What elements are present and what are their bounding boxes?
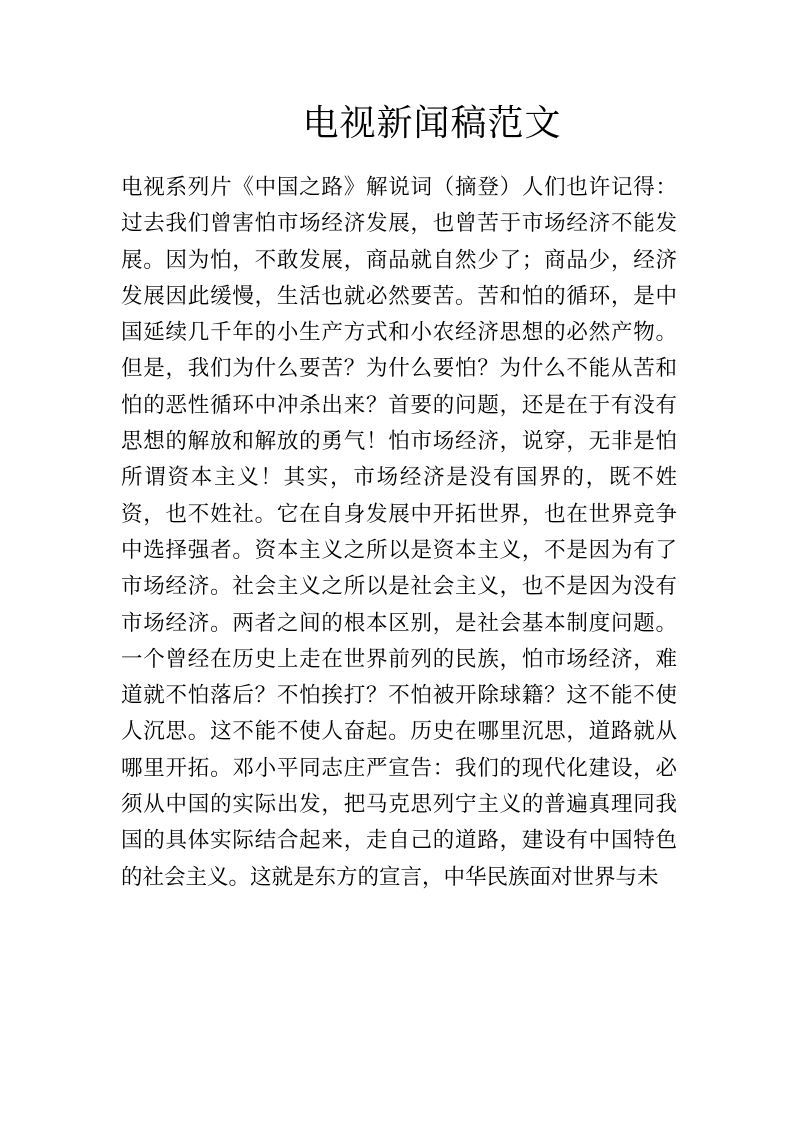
text-line: 怕的恶性循环中冲杀出来？首要的问题，还是在于有没有 [121, 392, 677, 418]
text-line: 市场经济。两者之间的根本区别，是社会基本制度问题。 [121, 610, 677, 636]
body-text [121, 170, 677, 896]
text-line: 发展因此缓慢，生活也就必然要苦。苦和怕的循环，是中 [121, 283, 677, 309]
text-line: 国的具体实际结合起来，走自己的道路，建设有中国特色 [121, 828, 677, 854]
text-line: 的社会主义。这就是东方的宣言，中华民族面对世界与未 [121, 864, 659, 890]
text-line: 国延续几千年的小生产方式和小农经济思想的必然产物。 [121, 320, 677, 346]
text-line: 电视系列片《中国之路》解说词（摘登）人们也许记得： [121, 175, 677, 200]
text-line: 中选择强者。资本主义之所以是资本主义，不是因为有了 [121, 537, 677, 563]
text-line: 须从中国的实际出发，把马克思列宁主义的普遍真理同我 [121, 792, 677, 818]
text-line: 资，也不姓社。它在自身发展中开拓世界，也在世界竞争 [121, 501, 677, 527]
text-line: 人沉思。这不能不使人奋起。历史在哪里沉思，道路就从 [121, 719, 677, 745]
text-line: 过去我们曾害怕市场经济发展，也曾苦于市场经济不能发 [121, 211, 677, 237]
text-line: 哪里开拓。邓小平同志庄严宣告：我们的现代化建设，必 [121, 755, 677, 781]
text-line: 但是，我们为什么要苦？为什么要怕？为什么不能从苦和 [121, 356, 677, 382]
text-line: 道就不怕落后？不怕挨打？不怕被开除球籍？这不能不使 [121, 683, 677, 709]
text-line: 思想的解放和解放的勇气！怕市场经济，说穿，无非是怕 [121, 429, 677, 455]
text-line: 所谓资本主义！其实，市场经济是没有国界的，既不姓 [121, 465, 677, 491]
document-title: 电视新闻稿范文 [302, 103, 562, 144]
text-line: 展。因为怕，不敢发展，商品就自然少了；商品少，经济 [121, 247, 677, 273]
text-line: 一个曾经在历史上走在世界前列的民族，怕市场经济，难 [121, 646, 677, 672]
text-line: 市场经济。社会主义之所以是社会主义，也不是因为没有 [121, 574, 677, 600]
